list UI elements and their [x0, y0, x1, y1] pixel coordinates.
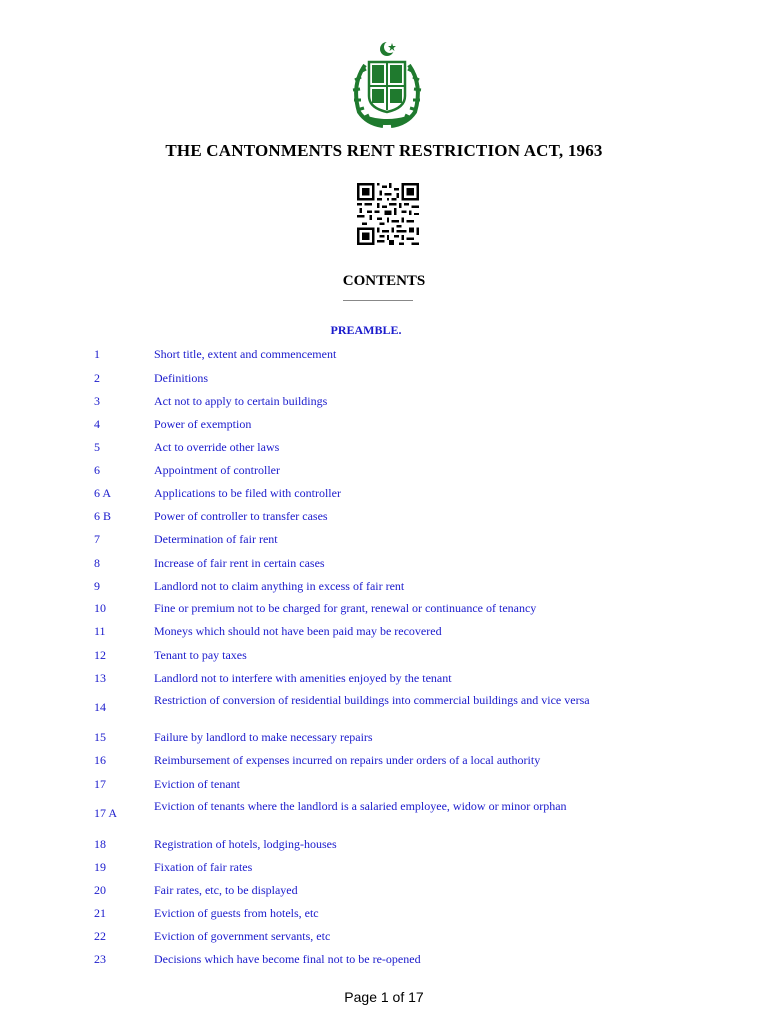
toc-section-link[interactable]: Act to override other laws: [154, 440, 280, 454]
toc-section-link[interactable]: Decisions which have become final not to be re-opened: [154, 952, 421, 966]
toc-section-link[interactable]: Eviction of tenant: [154, 777, 240, 791]
toc-section-link[interactable]: Landlord not to interfere with amenities enjoyed by the tenant: [154, 671, 452, 685]
toc-section-link[interactable]: Tenant to pay taxes: [154, 648, 247, 662]
toc-section-number: 20: [94, 883, 106, 897]
toc-section-link[interactable]: Power of controller to transfer cases: [154, 509, 328, 523]
contents-heading: CONTENTS: [342, 273, 426, 289]
toc-section-link[interactable]: Act not to apply to certain buildings: [154, 394, 328, 408]
toc-section-number: 1: [94, 347, 100, 361]
toc-section-link[interactable]: Short title, extent and commencement: [154, 347, 337, 361]
toc-section-number: 21: [94, 906, 106, 920]
toc-section-number: 7: [94, 532, 100, 546]
state-emblem-logo: [345, 40, 429, 132]
toc-section-link[interactable]: Fixation of fair rates: [154, 860, 253, 874]
qr-code-icon: [357, 183, 419, 245]
toc-section-number: 5: [94, 440, 100, 454]
toc-section-number: 18: [94, 837, 106, 851]
toc-section-link[interactable]: Determination of fair rent: [154, 532, 278, 546]
toc-section-link[interactable]: Appointment of controller: [154, 463, 280, 477]
toc-section-link[interactable]: Failure by landlord to make necessary repairs: [154, 730, 373, 744]
toc-section-number: 9: [94, 579, 100, 593]
toc-section-number: 12: [94, 648, 106, 662]
toc-section-number: 19: [94, 860, 106, 874]
toc-section-link[interactable]: Fair rates, etc, to be displayed: [154, 883, 298, 897]
toc-section-link[interactable]: Applications to be filed with controller: [154, 486, 341, 500]
toc-section-number: 3: [94, 394, 100, 408]
toc-section-number: 4: [94, 417, 100, 431]
toc-section-link[interactable]: Power of exemption: [154, 417, 252, 431]
toc-section-number: 17: [94, 777, 106, 791]
toc-section-number: 6: [94, 463, 100, 477]
toc-section-link[interactable]: Increase of fair rent in certain cases: [154, 556, 325, 570]
toc-section-link[interactable]: Eviction of tenants where the landlord is a salaried employee, widow or minor orphan: [154, 799, 567, 813]
toc-section-number: 22: [94, 929, 106, 943]
page-indicator: Page 1 of 17: [344, 989, 424, 1005]
toc-section-number: 10: [94, 601, 106, 615]
toc-section-link[interactable]: Definitions: [154, 371, 208, 385]
toc-section-number: 16: [94, 753, 106, 767]
contents-divider: [343, 300, 413, 301]
toc-section-link[interactable]: Reimbursement of expenses incurred on repairs under orders of a local authority: [154, 753, 541, 767]
toc-section-number: 23: [94, 952, 106, 966]
toc-section-number: 8: [94, 556, 100, 570]
toc-section-number: 13: [94, 671, 106, 685]
toc-section-number: 15: [94, 730, 106, 744]
toc-section-number: 6 A: [94, 486, 112, 500]
toc-section-link[interactable]: Eviction of guests from hotels, etc: [154, 906, 319, 920]
toc-section-number: 2: [94, 371, 100, 385]
toc-section-number: 6 B: [94, 509, 112, 523]
toc-section-link[interactable]: Restriction of conversion of residential buildings into commercial buildings and vice versa: [154, 693, 590, 707]
toc-section-number: 14: [94, 700, 106, 714]
toc-section-link[interactable]: Landlord not to claim anything in excess of fair rent: [154, 579, 405, 593]
toc-section-link[interactable]: Fine or premium not to be charged for grant, renewal or continuance of tenancy: [154, 601, 537, 615]
toc-section-link[interactable]: Registration of hotels, lodging-houses: [154, 837, 337, 851]
toc-section-link[interactable]: Moneys which should not have been paid may be recovered: [154, 624, 442, 638]
preamble-link[interactable]: PREAMBLE.: [330, 323, 402, 337]
document-title: THE CANTONMENTS RENT RESTRICTION ACT, 1963: [165, 141, 603, 160]
toc-section-number: 11: [94, 624, 106, 638]
toc-section-number: 17 A: [94, 806, 118, 820]
toc-section-link[interactable]: Eviction of government servants, etc: [154, 929, 331, 943]
